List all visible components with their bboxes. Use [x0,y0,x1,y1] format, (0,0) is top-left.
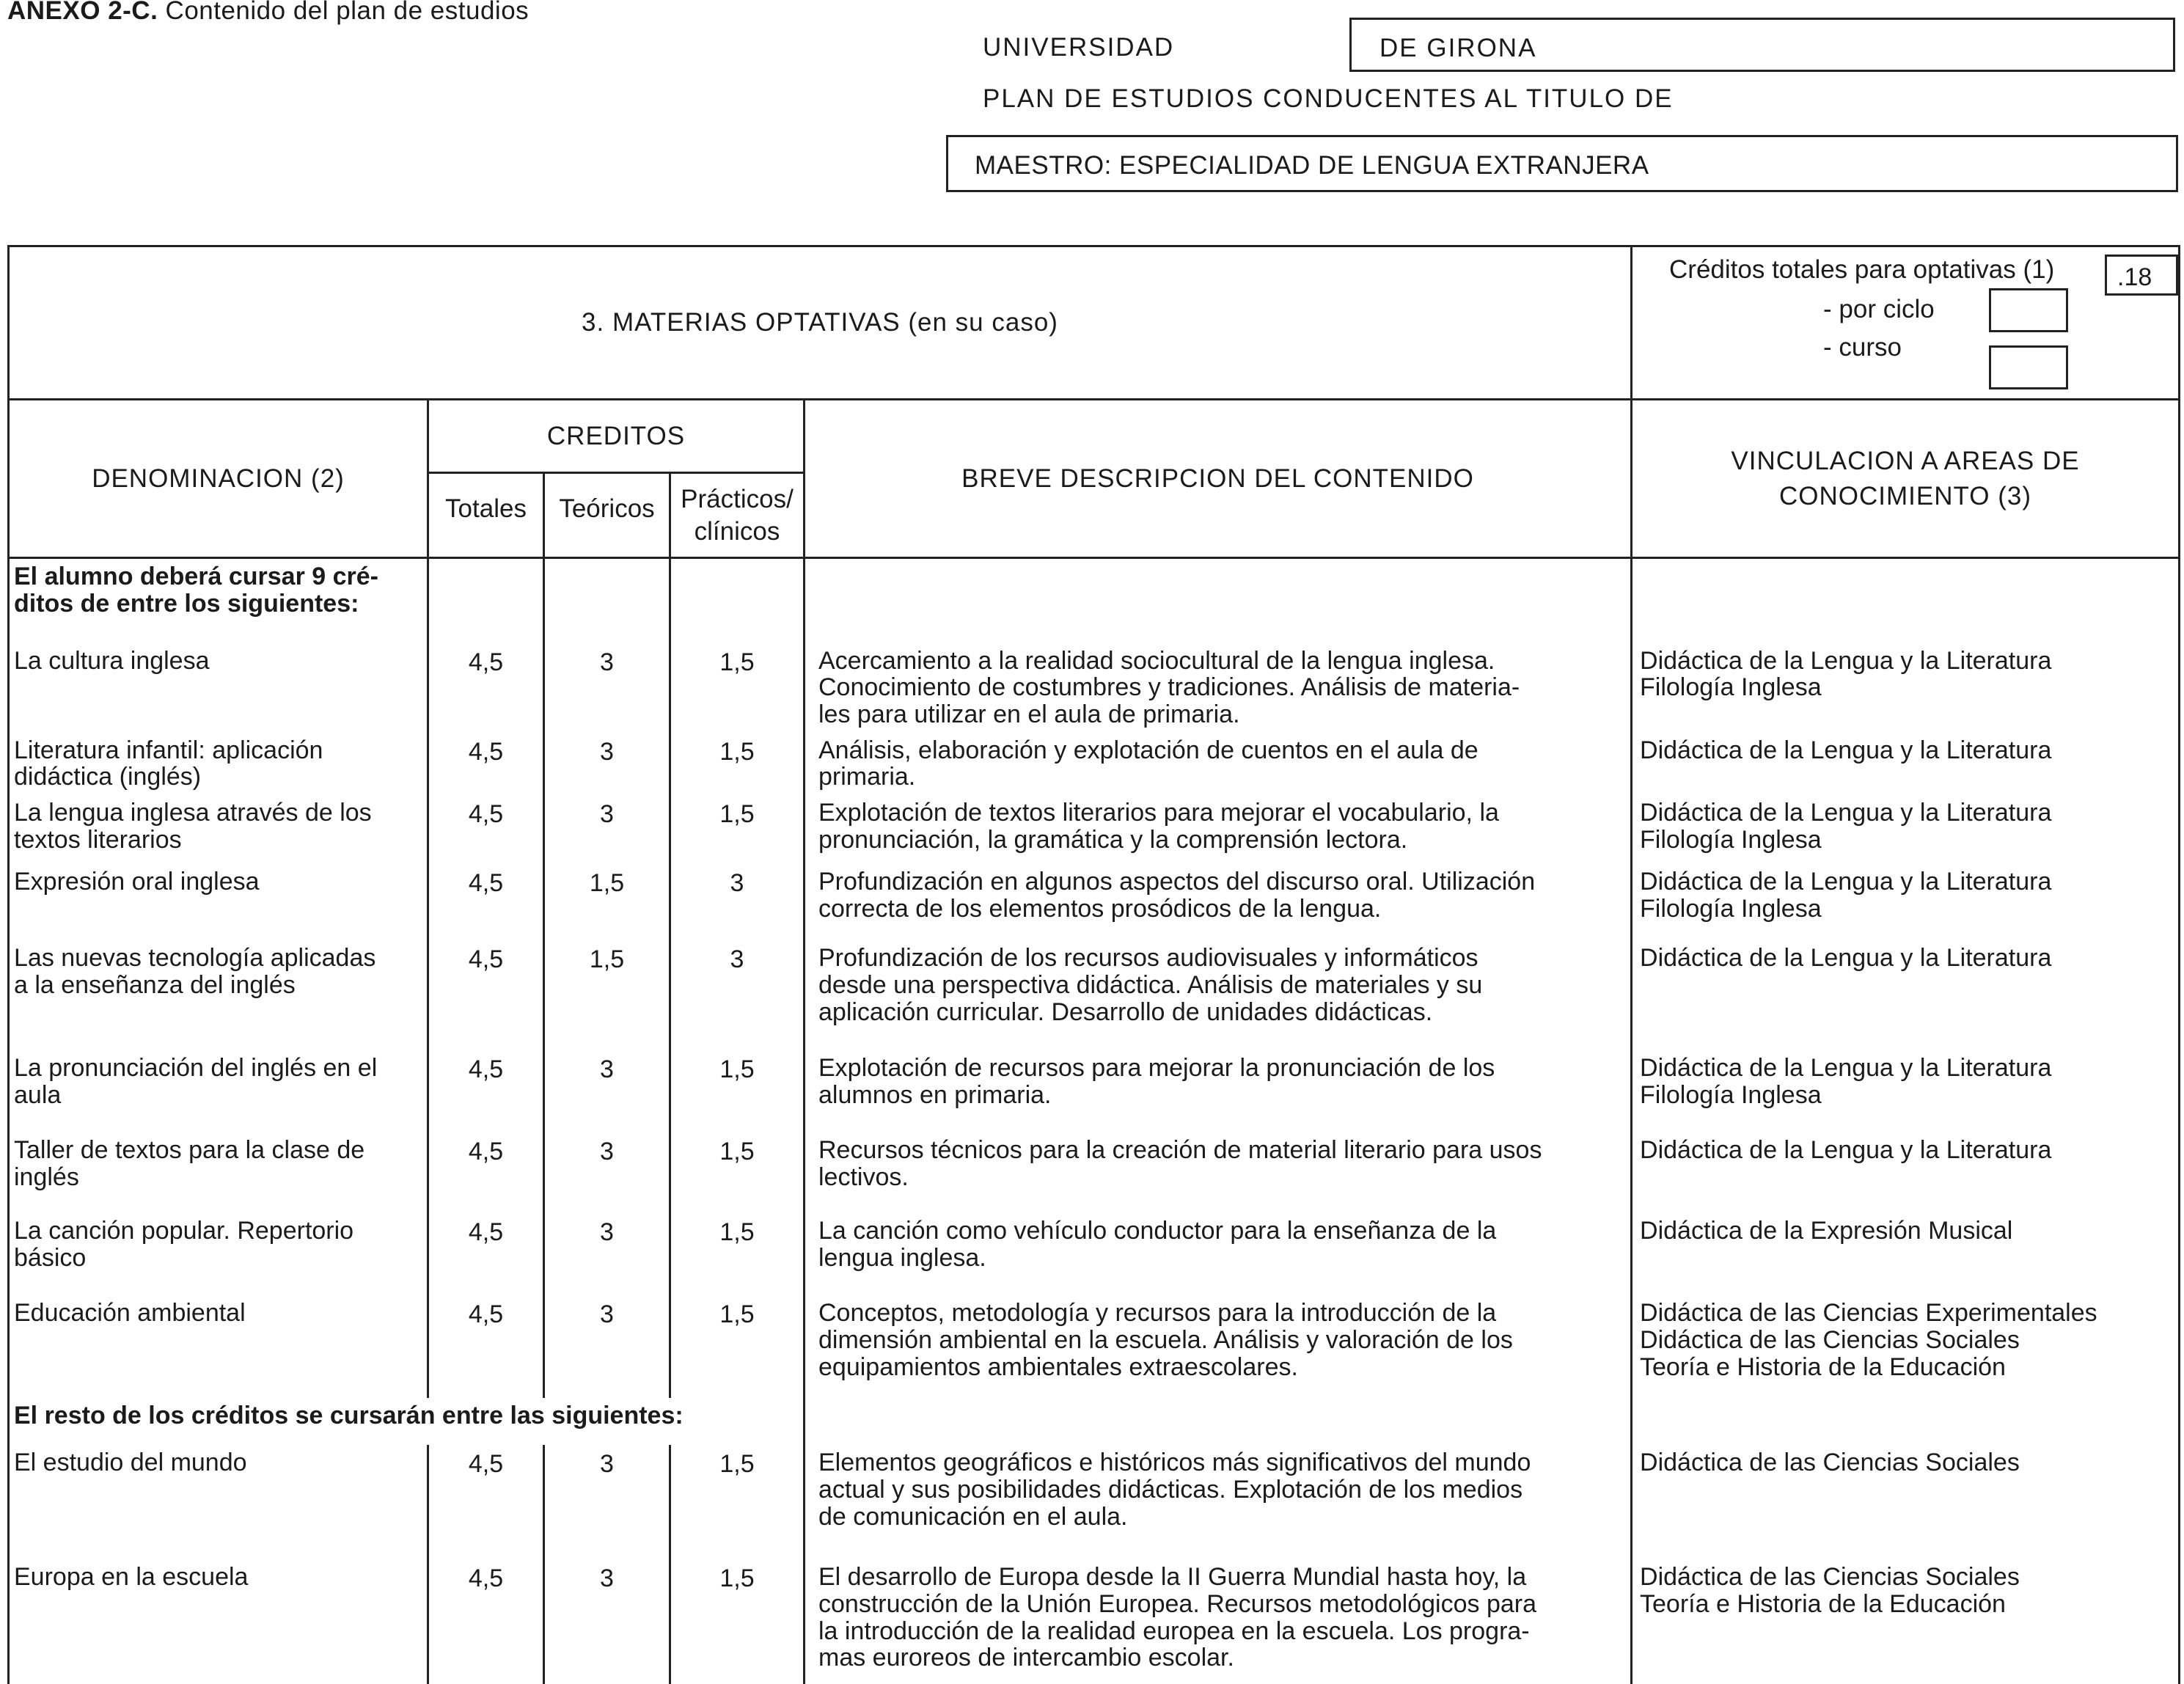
subject-name-line: Literatura infantil: aplicación [14,736,323,764]
knowledge-area: Didáctica de las Ciencias Sociales [1640,1325,2020,1354]
knowledge-area: Didáctica de la Lengua y la Literatura [1640,1054,2052,1083]
credits-practicos: 1,5 [670,733,805,795]
credits-practicos: 3 [670,864,805,940]
subject-row [9,1559,2180,1684]
subject-description [805,864,1632,940]
col-vinculacion-line-2: CONOCIMIENTO (3) [1779,481,2031,510]
subject-description [805,643,1632,733]
university-name: DE GIRONA [1379,34,1537,62]
description-line: lectivos. [818,1163,909,1191]
subject-description [805,940,1632,1050]
subject-description [805,1213,1632,1295]
subject-name [9,1445,428,1559]
description-line: equipamientos ambientales extraescolares. [818,1352,1298,1381]
col-teoricos: Teóricos [544,473,670,558]
group1-heading-row [9,558,2180,643]
subject-name [9,1559,428,1684]
empty-cell [1632,1398,2180,1445]
subject-description [805,795,1632,864]
subject-name-line: Educación ambiental [14,1299,246,1328]
description-line: La canción como vehículo conductor para la enseñanza de la [818,1217,1497,1245]
subject-name [9,733,428,795]
credits-practicos: 1,5 [670,1295,805,1398]
knowledge-area: Didáctica de la Expresión Musical [1640,1217,2013,1245]
col-practicos-line-2: clínicos [694,516,780,546]
credits-total-box [2105,255,2178,296]
description-line: El desarrollo de Europa desde la II Guerra Mundial hasta hoy, la [818,1563,1527,1592]
empty-cell [805,1398,1632,1445]
group1-heading [9,558,428,643]
subject-name-line: Las nuevas tecnología aplicadas [14,944,376,973]
description-line: Elementos geográficos e históricos más significativos del mundo [818,1449,1531,1477]
knowledge-area: Didáctica de la Lengua y la Literatura [1640,736,2052,764]
credits-practicos: 1,5 [670,1050,805,1132]
description-line: Conceptos, metodología y recursos para la introducción de la [818,1299,1497,1328]
subject-name-line: a la enseñanza del inglés [14,970,296,999]
subject-description [805,1445,1632,1559]
subject-name-line: inglés [14,1163,79,1191]
credits-totales: 4,5 [428,1132,544,1213]
subject-row [9,643,2180,733]
subject-name-line: El estudio del mundo [14,1449,247,1477]
description-line: alumnos en primaria. [818,1080,1052,1109]
credits-practicos: 1,5 [670,795,805,864]
col-vinculacion [1632,400,2180,558]
credits-teoricos: 3 [544,1559,670,1684]
credits-totales: 4,5 [428,1295,544,1398]
col-denominacion: DENOMINACION (2) [9,400,428,558]
credits-totales: 4,5 [428,1050,544,1132]
subject-name-line: Expresión oral inglesa [14,868,260,896]
subject-row [9,1213,2180,1295]
knowledge-areas [1632,643,2180,733]
credits-totales: 4,5 [428,940,544,1050]
subject-name [9,643,428,733]
annex-heading: ANEXO 2-C. Contenido del plan de estudios [7,0,529,25]
credits-teoricos: 3 [544,795,670,864]
knowledge-area: Didáctica de las Ciencias Experimentales [1640,1299,2097,1328]
subject-name [9,1295,428,1398]
col-descripcion: BREVE DESCRIPCION DEL CONTENIDO [805,400,1632,558]
credits-teoricos: 1,5 [544,940,670,1050]
section-title: 3. MATERIAS OPTATIVAS (en su caso) [9,246,1632,400]
credits-teoricos: 3 [544,1295,670,1398]
credits-teoricos: 3 [544,1132,670,1213]
description-line: Análisis, elaboración y explotación de cuentos en el aula de [818,736,1478,764]
credits-totales: 4,5 [428,643,544,733]
knowledge-areas [1632,1213,2180,1295]
empty-cell [428,558,544,643]
knowledge-area: Teoría e Historia de la Educación [1640,1589,2006,1618]
subject-name-line: La cultura inglesa [14,646,210,675]
university-label: UNIVERSIDAD [983,33,1175,62]
description-line: Profundización en algunos aspectos del discurso oral. Utilización [818,868,1536,896]
subject-name [9,1132,428,1213]
description-line: actual y sus posibilidades didácticas. Explotación de los medios [818,1475,1523,1504]
degree-title-box [946,135,2178,192]
credits-teoricos: 3 [544,1445,670,1559]
subject-row [9,795,2180,864]
knowledge-area: Didáctica de la Lengua y la Literatura [1640,646,2052,675]
optional-subjects-table [7,245,2180,1684]
subject-description [805,1295,1632,1398]
credits-practicos: 1,5 [670,1213,805,1295]
subject-row [9,1132,2180,1213]
subject-description [805,1559,1632,1684]
description-line: primaria. [818,763,916,791]
per-course-box [1989,345,2068,389]
knowledge-areas [1632,1445,2180,1559]
subject-name [9,864,428,940]
subject-row [9,1445,2180,1559]
subject-description [805,733,1632,795]
group2-heading-row [9,1398,2180,1445]
col-practicos [670,473,805,558]
col-practicos-line-1: Prácticos/ [681,484,794,513]
subject-name-line: textos literarios [14,825,182,854]
section-header-row [9,246,2180,400]
col-totales: Totales [428,473,544,558]
credits-practicos: 1,5 [670,1132,805,1213]
subject-name [9,1050,428,1132]
empty-cell [805,558,1632,643]
knowledge-area: Didáctica de la Lengua y la Literatura [1640,944,2052,973]
plan-title-line: PLAN DE ESTUDIOS CONDUCENTES AL TITULO DE [983,84,1674,113]
credits-totales: 4,5 [428,733,544,795]
knowledge-areas [1632,1295,2180,1398]
knowledge-area: Filología Inglesa [1640,825,1822,854]
knowledge-area: Didáctica de la Lengua y la Literatura [1640,799,2052,827]
credits-teoricos: 3 [544,643,670,733]
knowledge-area: Didáctica de las Ciencias Sociales [1640,1449,2020,1477]
description-line: les para utilizar en el aula de primaria. [818,700,1240,728]
subject-name-line: básico [14,1243,87,1272]
knowledge-area: Didáctica de las Ciencias Sociales [1640,1563,2020,1592]
credits-practicos: 1,5 [670,1559,805,1684]
col-vinculacion-line-1: VINCULACION A AREAS DE [1731,446,2080,475]
description-line: desde una perspectiva didáctica. Análisis de materiales y su [818,970,1483,999]
description-line: la introducción de la realidad europea en la escuela. Los progra- [818,1617,1530,1645]
subject-description [805,1050,1632,1132]
description-line: pronunciación, la gramática y la comprensión lectora. [818,825,1408,854]
knowledge-area: Didáctica de la Lengua y la Literatura [1640,868,2052,896]
description-line: de comunicación en el aula. [818,1502,1128,1531]
knowledge-areas [1632,1050,2180,1132]
subject-name-line: aula [14,1080,62,1109]
empty-cell [1632,558,2180,643]
degree-title: MAESTRO: ESPECIALIDAD DE LENGUA EXTRANJERA [975,151,1649,180]
credits-totales: 4,5 [428,1559,544,1684]
optional-credits-panel [1632,246,2180,400]
description-line: Explotación de recursos para mejorar la pronunciación de los [818,1054,1495,1083]
description-line: correcta de los elementos prosódicos de la lengua. [818,894,1382,923]
knowledge-areas [1632,1132,2180,1213]
university-box [1349,18,2175,72]
description-line: aplicación curricular. Desarrollo de unidades didácticas. [818,997,1433,1026]
credits-teoricos: 1,5 [544,864,670,940]
description-line: Conocimiento de costumbres y tradiciones. Análisis de materia- [818,673,1520,702]
knowledge-area: Filología Inglesa [1640,894,1822,923]
credits-practicos: 1,5 [670,1445,805,1559]
group1-heading-line: El alumno deberá cursar 9 cré- [14,563,378,590]
subject-name-line: Europa en la escuela [14,1563,249,1592]
description-line: lengua inglesa. [818,1243,986,1272]
credits-practicos: 1,5 [670,643,805,733]
credits-totales: 4,5 [428,795,544,864]
per-course-label: - curso [1823,333,1902,362]
subject-name [9,1213,428,1295]
description-line: dimensión ambiental en la escuela. Análisis y valoración de los [818,1325,1513,1354]
credits-teoricos: 3 [544,1213,670,1295]
subject-name [9,940,428,1050]
empty-cell [544,558,670,643]
subject-row [9,1050,2180,1132]
knowledge-areas [1632,940,2180,1050]
per-cycle-label: - por ciclo [1823,295,1935,323]
subject-name-line: La pronunciación del inglés en el [14,1054,378,1083]
subject-name-line: La canción popular. Repertorio [14,1217,354,1245]
column-header-row-1 [9,400,2180,473]
credits-total-label: Créditos totales para optativas (1) [1669,255,2055,284]
subject-row [9,940,2180,1050]
credits-practicos: 3 [670,940,805,1050]
knowledge-area: Didáctica de la Lengua y la Literatura [1640,1136,2052,1165]
knowledge-areas [1632,1559,2180,1684]
subject-name [9,795,428,864]
description-line: construcción de la Unión Europea. Recursos metodológicos para [818,1589,1536,1618]
group2-heading: El resto de los créditos se cursarán entre las siguientes: [9,1398,805,1445]
subject-name-line: didáctica (inglés) [14,763,202,791]
credits-teoricos: 3 [544,733,670,795]
empty-cell [670,558,805,643]
subject-row [9,864,2180,940]
description-line: Profundización de los recursos audiovisuales y informáticos [818,944,1478,973]
description-line: mas euroreos de intercambio escolar. [818,1644,1234,1672]
col-creditos: CREDITOS [428,400,805,473]
knowledge-areas [1632,795,2180,864]
subject-row [9,1295,2180,1398]
knowledge-area: Teoría e Historia de la Educación [1640,1352,2006,1381]
credits-totales: 4,5 [428,1445,544,1559]
per-cycle-box [1989,288,2068,332]
description-line: Explotación de textos literarios para mejorar el vocabulario, la [818,799,1499,827]
subject-row [9,733,2180,795]
credits-totales: 4,5 [428,864,544,940]
credits-teoricos: 3 [544,1050,670,1132]
group1-heading-line: ditos de entre los siguientes: [14,589,359,618]
knowledge-area: Filología Inglesa [1640,673,1822,702]
subject-name-line: La lengua inglesa através de los [14,799,372,827]
knowledge-areas [1632,864,2180,940]
subject-description [805,1132,1632,1213]
knowledge-areas [1632,733,2180,795]
knowledge-area: Filología Inglesa [1640,1080,1822,1109]
description-line: Recursos técnicos para la creación de material literario para usos [818,1136,1542,1165]
subject-name-line: Taller de textos para la clase de [14,1136,365,1165]
credits-total-value: .18 [2117,263,2152,291]
credits-totales: 4,5 [428,1213,544,1295]
description-line: Acercamiento a la realidad sociocultural de la lengua inglesa. [818,646,1495,675]
